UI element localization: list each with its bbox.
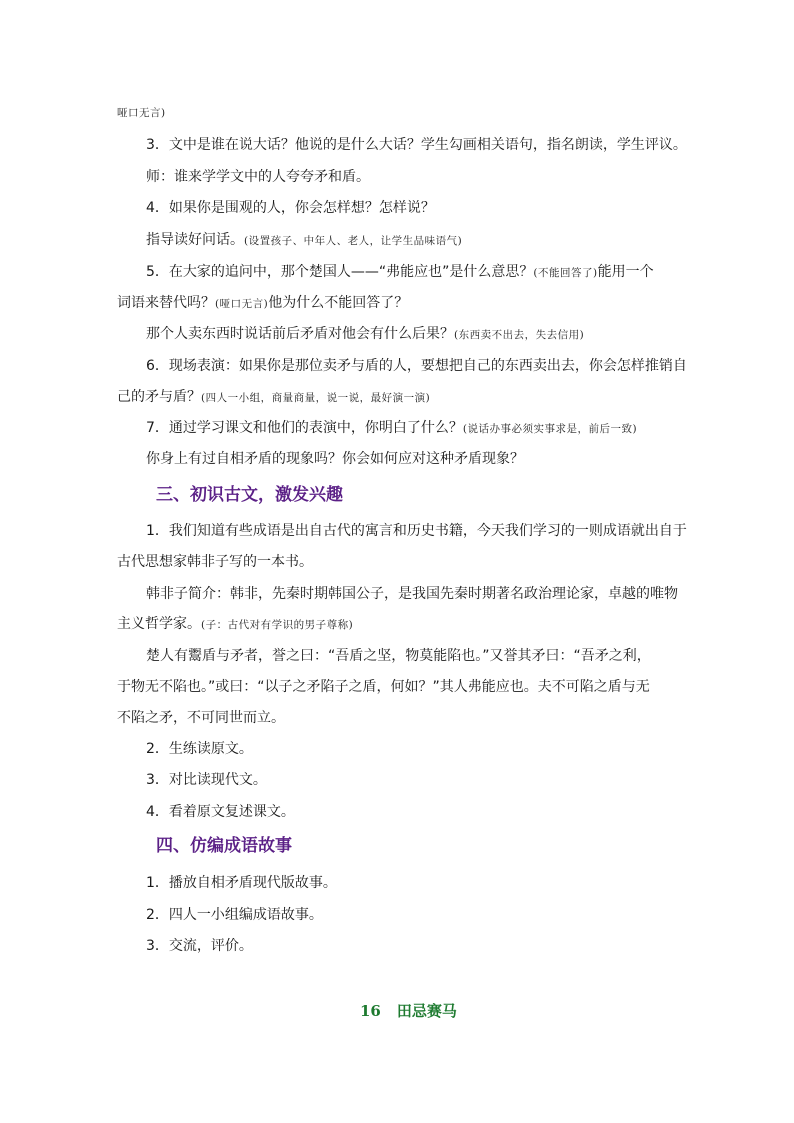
paragraph-line: 3．文中是谁在说大话？他说的是什么大话？学生勾画相关语句，指名朗读，学生评议。: [146, 137, 687, 153]
paragraph-line: [146, 262, 716, 283]
annotation-note: (子：古代对有学识的男子尊称): [201, 619, 354, 631]
paragraph-line: [117, 614, 687, 635]
paragraph-line: 6．现场表演：如果你是那位卖矛与盾的人，要想把自己的东西卖出去，你会怎样推销自: [146, 358, 687, 374]
paragraph-line: 古代思想家韩非子写的一本书。: [117, 554, 313, 570]
paragraph-line: 3．对比读现代文。: [146, 772, 267, 788]
paragraph-line: 楚人有鬻盾与矛者，誉之曰：“吾盾之坚，物莫能陷也。”又誉其矛曰：“吾矛之利，: [146, 648, 651, 664]
paragraph-line: 于物无不陷也。”或曰：“以子之矛陷子之盾，何如？”其人弗能应也。夫不可陷之盾与无: [117, 679, 650, 695]
paragraph-line: 4．如果你是围观的人，你会怎样想？怎样说？: [146, 200, 435, 216]
lesson-number: 16: [360, 1002, 381, 1020]
section-heading-4: 四、仿编成语故事: [156, 836, 292, 856]
paragraph-line: 不陷之矛，不可同世而立。: [117, 710, 285, 726]
line-text: 主义哲学家。: [117, 616, 201, 632]
section-heading-3: 三、初识古文，激发兴趣: [156, 485, 343, 505]
paragraph-line: 3．交流，评价。: [146, 938, 253, 954]
lesson-title-text: 田忌赛马: [396, 1002, 457, 1020]
line-text: 己的矛与盾？: [117, 389, 201, 405]
paragraph-line: 韩非子简介：韩非，先秦时期韩国公子，是我国先秦时期著名政治理论家，卓越的唯物: [146, 586, 678, 602]
paragraph-line: 师：谁来学学文中的人夸夸矛和盾。: [146, 169, 370, 185]
line-text: 词语来替代吗？: [117, 295, 215, 311]
paragraph-line: 1．播放自相矛盾现代版故事。: [146, 875, 337, 891]
paragraph-line: [146, 324, 716, 345]
paragraph-line: 4．看着原文复述课文。: [146, 804, 295, 820]
paragraph-line: 2．四人一小组编成语故事。: [146, 907, 323, 923]
annotation-note: (不能回答了): [533, 267, 598, 279]
lesson-title: [360, 1000, 457, 1021]
paragraph-line: 你身上有过自相矛盾的现象吗？你会如何应对这种矛盾现象？: [146, 451, 524, 467]
paragraph-line: [146, 230, 716, 251]
annotation-line: [117, 103, 687, 123]
paragraph-line: 1．我们知道有些成语是出自古代的寓言和历史书籍，今天我们学习的一则成语就出自于: [146, 523, 687, 539]
line-text: 他为什么不能回答了？: [268, 295, 409, 311]
annotation-note: 哑口无言): [117, 107, 166, 119]
paragraph-line: [146, 418, 716, 439]
paragraph-line: 2．生练读原文。: [146, 741, 253, 757]
line-text: 指导读好问话。: [146, 232, 244, 248]
line-text: 那个人卖东西时说话前后矛盾对他会有什么后果？: [146, 326, 454, 342]
line-text: 7．通过学习课文和他们的表演中，你明白了什么？: [146, 420, 463, 436]
annotation-note: (东西卖不出去，失去信用): [454, 329, 585, 341]
annotation-note: (哑口无言): [215, 298, 269, 310]
line-text: 5．在大家的追问中，那个楚国人——“弗能应也”是什么意思？: [146, 264, 534, 280]
annotation-note: (设置孩子、中年人、老人，让学生品味语气): [244, 235, 463, 247]
line-text: 能用一个: [597, 264, 654, 280]
paragraph-line: [117, 293, 687, 314]
paragraph-line: [117, 387, 687, 408]
annotation-note: (说话办事必须实事求是，前后一致): [462, 423, 638, 435]
annotation-note: (四人一小组，商量商量，说一说，最好演一演): [201, 392, 431, 404]
